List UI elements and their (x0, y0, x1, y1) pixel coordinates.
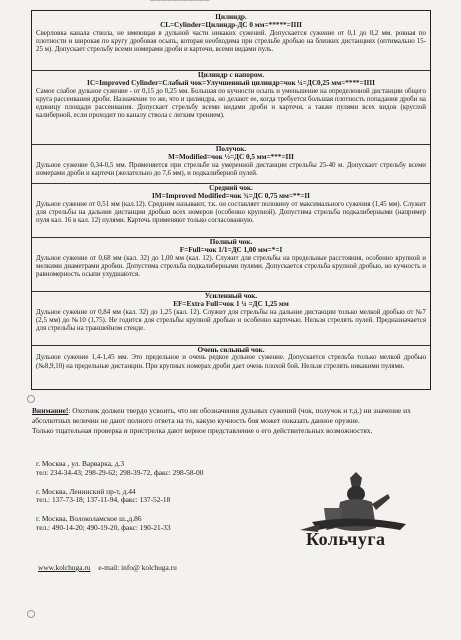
knight-logo-icon (290, 470, 430, 570)
section-text: Сверловка канала ствола, не имеющая в дульной части никаких сужений. Допускается сужение от 0,1 до 0,2 мм. ровная по плотности и широкая по кругу дробовая осыпь, которая необходима при стрельбе дробью на близких дистанциях (оптимально 15-25 м). Допускает стрельбу всеми номерами дроби и картечи, всеми видами пуль. (36, 29, 426, 54)
section-formula: IC=Improved Cylinder=Слабый чок=Улучшенный цилиндр=чок ¼=ДС0,25 мм=****=IIII (87, 79, 375, 88)
website-link[interactable]: www.kolchuga.ru (38, 563, 91, 572)
store-phones: тел.: 490-14-20; 490-19-20, факс: 190-21-33 (36, 522, 171, 532)
store-address: г. Москва, Ленинский пр-т, д.44 (36, 486, 136, 496)
contact-store (36, 488, 203, 506)
section-text: Самое слабое дульное сужение - от 0,15 до 0,25 мм. Большая по кучности осыпь и уменьшение на определенной дистанции общего круга рассеивания дроби. Назначение то же, что и цилиндра, но делают ее, когда требуется большая плотность попадания дроби на единицу площади рассеивания. Допускает стрельбу всеми видами дроби и картечи, а также пулями всех видов (круглой калиберной, если проходит по каналу ствола с легким трением). (36, 87, 426, 120)
website-line (38, 563, 177, 572)
section-title: Получок. (215, 145, 247, 153)
section-text: Дульное сужение 0,34-0,5 мм. Применяется при стрельбе на умеренной дистанции стрельбы 25-40 м. Допускает стрельбу всеми номерами дроби и картечи (желательно до 7,6 мм), и подкалиберной пулей. (36, 161, 426, 177)
warning-label: Внимание! (32, 406, 69, 415)
section-title: Цилиндр с напором. (198, 71, 264, 79)
section-very-strong (32, 345, 430, 371)
section-text: Дульное сужение 1,4-1,45 мм. Это предельное и очень редкое дульное сужение. Допускается стрельба только мелкой дробью (№8,9,10) на предельные дистанции. При крупных номерах дроби дает очень плохой бой. Нельзя стрелять никакими пулями. (36, 354, 426, 370)
section-modified (32, 144, 430, 178)
warning-text-2: Только тщательная проверка и пристрелка дают верное представление о его действительных возможностях. (32, 425, 373, 435)
section-title: Цилиндр. (215, 13, 247, 21)
punch-hole (27, 395, 35, 403)
section-text: Дульное сужение от 0,51 мм (кал.12). Средним называют, т.к. он составляет половину от максимального сужения (1,45 мм). Служит для стрельбы на дальние дистанции дробью всех номеров (особенно крупной). Допустима стрельба подкалиберными (например пуля кал. 16 в кал. 12) пулями. Картечь применяют только согласованную. (36, 200, 426, 225)
section-formula: IM=Improved Modified=чок ¾=ДС 0,75 мм=**=II (152, 192, 310, 201)
section-improved-cylinder (32, 70, 430, 121)
contacts-block (36, 460, 203, 543)
contact-store (36, 460, 203, 478)
store-phones: тел: 234-34-43; 298-29-62; 298-39-72, факс: 298-58-00 (36, 467, 204, 477)
section-extra-full (32, 291, 430, 333)
section-title: Очень сильный чок. (197, 346, 265, 354)
section-full (32, 237, 430, 279)
choke-table (31, 10, 431, 390)
header-fragment: ─────────── (150, 0, 211, 5)
contact-store (36, 515, 203, 533)
section-cylinder (32, 13, 430, 54)
section-title: Средний чок. (209, 184, 253, 192)
warning-note (32, 406, 432, 435)
section-text: Дульное сужение от 0,68 мм (кал. 32) до 1,00 мм (кал. 12). Служит для стрельбы на предельные расстояния, особенно крупной и мелкими диаметрами дробин. Допустима стрельба подкалиберными пулями. Допускается стрельба крупной дробью, но кучность и равномерность осыпи ухудшаются. (36, 254, 426, 279)
warning-text: : Охотник должен твердо усвоить, что ни обозначения дульных сужений (чок, получок и т.д.) ни значение их абсолютных величин не дают полного ответа на то, какую кучность боя может показать данное оружие. (32, 406, 411, 425)
email-label: e-mail: info@ kolchuga.ru (98, 563, 177, 572)
store-phones: тел.: 137-73-18; 137-11-94, факс: 137-52-18 (36, 495, 171, 505)
section-formula: F=Full=чок 1/1=ДС 1,00 мм=*=I (179, 246, 283, 255)
section-title: Полный чок. (209, 238, 253, 246)
punch-hole (27, 610, 35, 618)
store-address: г. Москва , ул. Варварка, д.3 (36, 459, 125, 468)
section-improved-modified (32, 183, 430, 225)
logo-text: Кольчуга (306, 529, 386, 549)
section-text: Дульное сужение от 0,84 мм (кал. 32) до 1,25 (кал. 12). Служит для стрельбы на дальние дистанции только мелкой дробью от №7 (2,5 мм) до №10 (1,75). Не годится для стрельбы крупной дробью и особенно картечью. Нельзя стрелять пулей. Предназначается для стрельбы на траншейном стенде. (36, 308, 426, 333)
section-formula: CL=Cylinder=Цилиндр-ДС 0 мм=*****=IIII (160, 21, 302, 30)
section-formula: EF=Extra Full=чок 1 ¼ =ДС 1,25 мм (173, 300, 289, 309)
section-title: Усиленный чок. (204, 292, 258, 300)
store-address: г. Москва, Волоколамское ш.,д.86 (36, 514, 142, 524)
section-formula: M=Modified=чок ½=ДС 0,5 мм=***=III (168, 153, 294, 162)
